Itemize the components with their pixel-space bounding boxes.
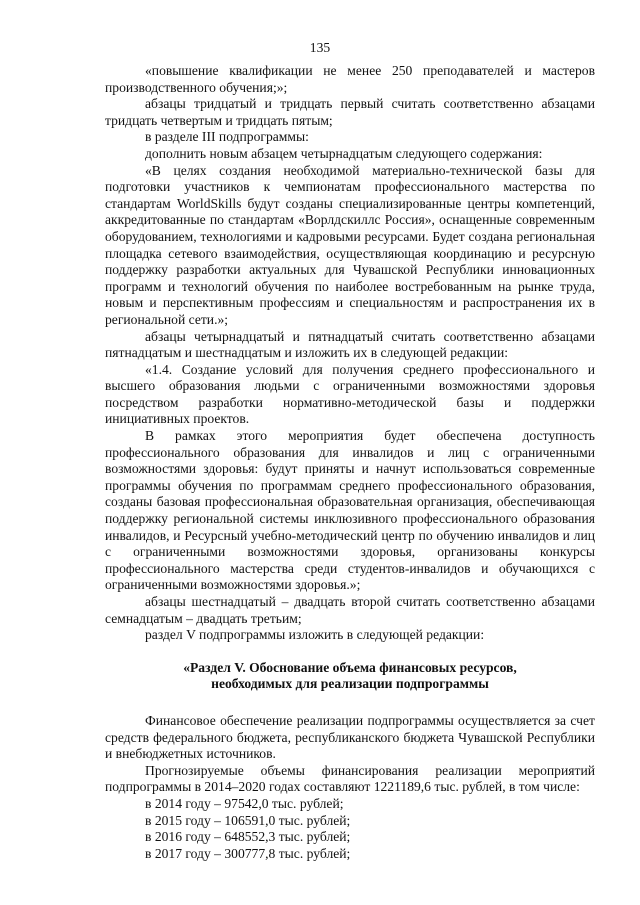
paragraph: в 2017 году – 300777,8 тыс. рублей;: [145, 845, 351, 861]
document-body: [105, 63, 595, 862]
paragraph: «В целях создания необходимой материально-технической базы для подготовки участников к чемпионатам профессионального мастерства по стандартам WorldSkills будут созданы специализированные центры компетенций, аккредитованные по стандартам «Ворлдскиллс Россия», оснащенные современным оборудованием, технологиями и кадровыми ресурсами. Будет создана региональная площадка сетевого взаимодействия, осуществляющая координацию и ресурсную поддержку разработки актуальных для Чувашской Республики инновационных программ и технологий обучения по наиболее востребованным на рынке труда, новым и перспективным профессиям и специальностям и распространения их в региональной сети.»;: [105, 162, 595, 327]
paragraph: в 2016 году – 648552,3 тыс. рублей;: [145, 829, 351, 845]
spacer: [105, 693, 595, 713]
section-heading-line: «Раздел V. Обоснование объема финансовых ресурсов,: [183, 659, 517, 675]
page-number: 135: [309, 40, 331, 55]
paragraph: абзацы шестнадцатый – двадцать второй считать соответственно абзацами семнадцатым – двадцать третьим;: [105, 594, 595, 626]
paragraph: в 2014 году – 97542,0 тыс. рублей;: [145, 795, 344, 811]
paragraph: В рамках этого мероприятия будет обеспечена доступность профессионального образования для инвалидов и лиц с ограниченными возможностями здоровья: будут приняты и начнут использоваться современные программы обучения по программам среднего профессионального образования, созданы базовая профессиональная образовательная организация, обеспечивающая поддержку региональной системы инклюзивного профессионального образования инвалидов, и Ресурсный учебно-методический центр по обучению инвалидов и лиц с ограниченными возможностями здоровья, организованы конкурсы профессионального мастерства среди студентов-инвалидов и обучающихся с ограниченными возможностями здоровья.»;: [105, 428, 595, 593]
paragraph: Прогнозируемые объемы финансирования реализации мероприятий подпрограммы в 2014–2020 годах составляют 1221189,6 тыс. рублей, в том числе:: [105, 762, 595, 795]
paragraph: абзацы четырнадцатый и пятнадцатый считать соответственно абзацами пятнадцатым и шестнадцатым и изложить их в следующей редакции:: [105, 328, 595, 361]
paragraph: дополнить новым абзацем четырнадцатым следующего содержания:: [145, 145, 543, 161]
paragraph: абзацы тридцатый и тридцать первый считать соответственно абзацами тридцать четвертым и тридцать пятым;: [105, 96, 595, 128]
paragraph: «1.4. Создание условий для получения среднего профессионального и высшего образования людьми с ограниченными возможностями здоровья посредством разработки нормативно-методической базы и поддержки инициативных проектов.: [105, 361, 595, 427]
section-heading-line: необходимых для реализации подпрограммы: [211, 676, 489, 692]
paragraph: в 2015 году – 106591,0 тыс. рублей;: [145, 812, 351, 828]
paragraph: в разделе III подпрограммы:: [145, 129, 309, 145]
section-heading: [105, 660, 595, 693]
spacer: [105, 644, 595, 660]
paragraph: раздел V подпрограммы изложить в следующей редакции:: [145, 627, 485, 643]
paragraph: Финансовое обеспечение реализации подпрограммы осуществляется за счет средств федерального бюджета, республиканского бюджета Чувашской Республики и внебюджетных источников.: [105, 712, 595, 762]
paragraph: «повышение квалификации не менее 250 преподавателей и мастеров производственного обучения;»;: [105, 63, 595, 95]
